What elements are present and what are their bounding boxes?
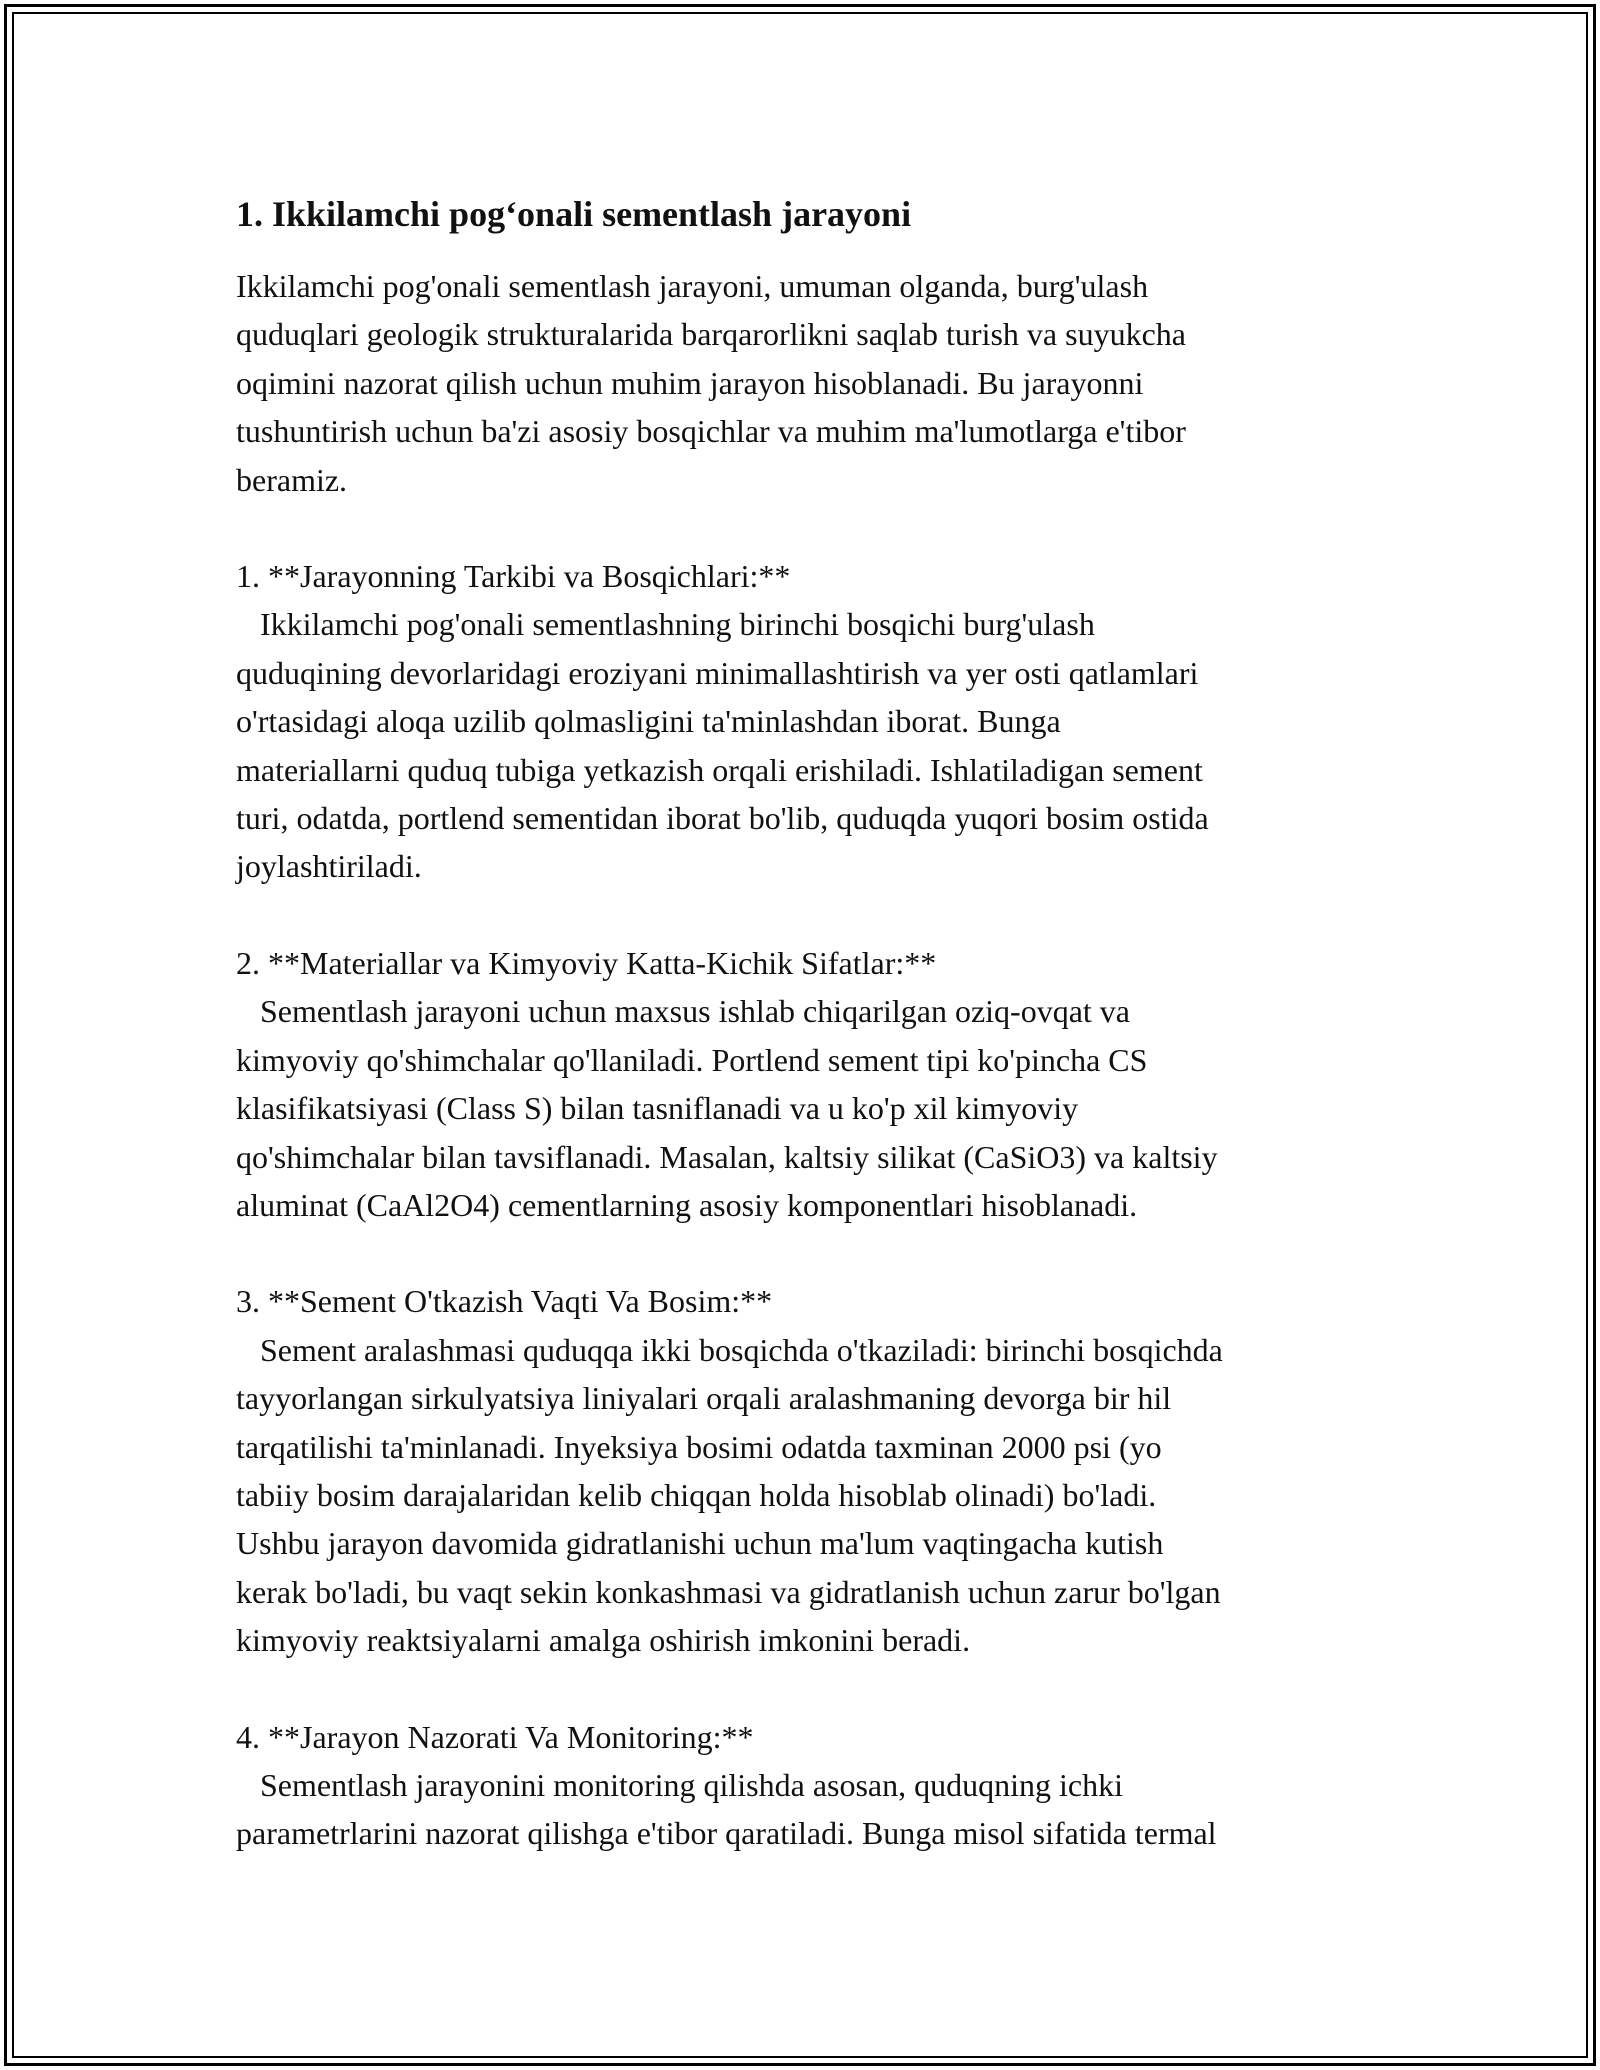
paragraph-intro bbox=[236, 262, 1380, 504]
text-line: tarqatilishi ta'minlanadi. Inyeksiya bosimi odatda taxminan 2000 psi (yo bbox=[236, 1428, 1162, 1465]
paragraph-section-1 bbox=[236, 552, 1380, 891]
text-line: oqimini nazorat qilish uchun muhim jarayon hisoblanadi. Bu jarayonni bbox=[236, 364, 1144, 401]
paragraph-section-2 bbox=[236, 939, 1380, 1229]
text-line: quduqlari geologik strukturalarida barqarorlikni saqlab turish va suyukcha bbox=[236, 316, 1186, 353]
text-line: Ushbu jarayon davomida gidratlanishi uchun ma'lum vaqtingacha kutish bbox=[236, 1525, 1164, 1562]
text-line: Ikkilamchi pog'onali sementlash jarayoni, umuman olganda, burg'ulash bbox=[236, 268, 1149, 304]
text-line: klasifikatsiyasi (Class S) bilan tasniflanadi va u ko'p xil kimyoviy bbox=[236, 1090, 1079, 1127]
text-line: aluminat (CaAl2O4) cementlarning asosiy komponentlari hisoblanadi. bbox=[236, 1186, 1138, 1223]
text-line: kimyoviy qo'shimchalar qo'llaniladi. Portlend sement tipi ko'pincha CS bbox=[236, 1041, 1148, 1078]
text-line: tayyorlangan sirkulyatsiya liniyalari orqali aralashmaning devorga bir hil bbox=[236, 1380, 1172, 1417]
text-line: Ikkilamchi pog'onali sementlashning birinchi bosqichi burg'ulash bbox=[236, 606, 1095, 643]
section-heading: 1. **Jarayonning Tarkibi va Bosqichlari:** bbox=[236, 558, 791, 595]
text-line: beramiz. bbox=[236, 461, 348, 498]
text-line: tushuntirish uchun ba'zi asosiy bosqichlar va muhim ma'lumotlarga e'tibor bbox=[236, 413, 1186, 450]
text-line: Sementlash jarayonini monitoring qilishda asosan, quduqning ichki bbox=[236, 1766, 1123, 1803]
text-line: tabiiy bosim darajalaridan kelib chiqqan holda hisoblab olinadi) bo'ladi. bbox=[236, 1476, 1157, 1513]
text-line: turi, odatda, portlend sementidan iborat bo'lib, quduqda yuqori bosim ostida bbox=[236, 800, 1209, 837]
document-title: 1. Ikkilamchi pog‘onali sementlash jarayoni bbox=[236, 194, 912, 234]
section-heading: 4. **Jarayon Nazorati Va Monitoring:** bbox=[236, 1718, 754, 1755]
section-heading: 3. **Sement O'tkazish Vaqti Va Bosim:** bbox=[236, 1283, 773, 1320]
text-line: materiallarni quduq tubiga yetkazish orqali erishiladi. Ishlatiladigan sement bbox=[236, 751, 1203, 788]
section-heading: 2. **Materiallar va Kimyoviy Katta-Kichik Sifatlar:** bbox=[236, 944, 937, 981]
text-line: kerak bo'ladi, bu vaqt sekin konkashmasi va gidratlanish uchun zarur bo'lgan bbox=[236, 1573, 1221, 1610]
paragraph-section-3 bbox=[236, 1277, 1380, 1664]
text-line: Sement aralashmasi quduqqa ikki bosqichda o'tkaziladi: birinchi bosqichda bbox=[236, 1331, 1223, 1368]
text-line: qo'shimchalar bilan tavsiflanadi. Masalan, kaltsiy silikat (CaSiO3) va kaltsiy bbox=[236, 1138, 1218, 1175]
text-line: parametrlarini nazorat qilishga e'tibor qaratiladi. Bunga misol sifatida termal bbox=[236, 1815, 1217, 1852]
document-body bbox=[236, 188, 1380, 1906]
text-line: quduqining devorlaridagi eroziyani minimallashtirish va yer osti qatlamlari bbox=[236, 654, 1199, 691]
text-line: joylashtiriladi. bbox=[236, 848, 422, 885]
text-line: Sementlash jarayoni uchun maxsus ishlab chiqarilgan oziq-ovqat va bbox=[236, 993, 1130, 1030]
text-line: o'rtasidagi aloqa uzilib qolmasligini ta'minlashdan iborat. Bunga bbox=[236, 703, 1061, 740]
text-line: kimyoviy reaktsiyalarni amalga oshirish imkonini beradi. bbox=[236, 1622, 971, 1659]
paragraph-section-4 bbox=[236, 1713, 1380, 1858]
